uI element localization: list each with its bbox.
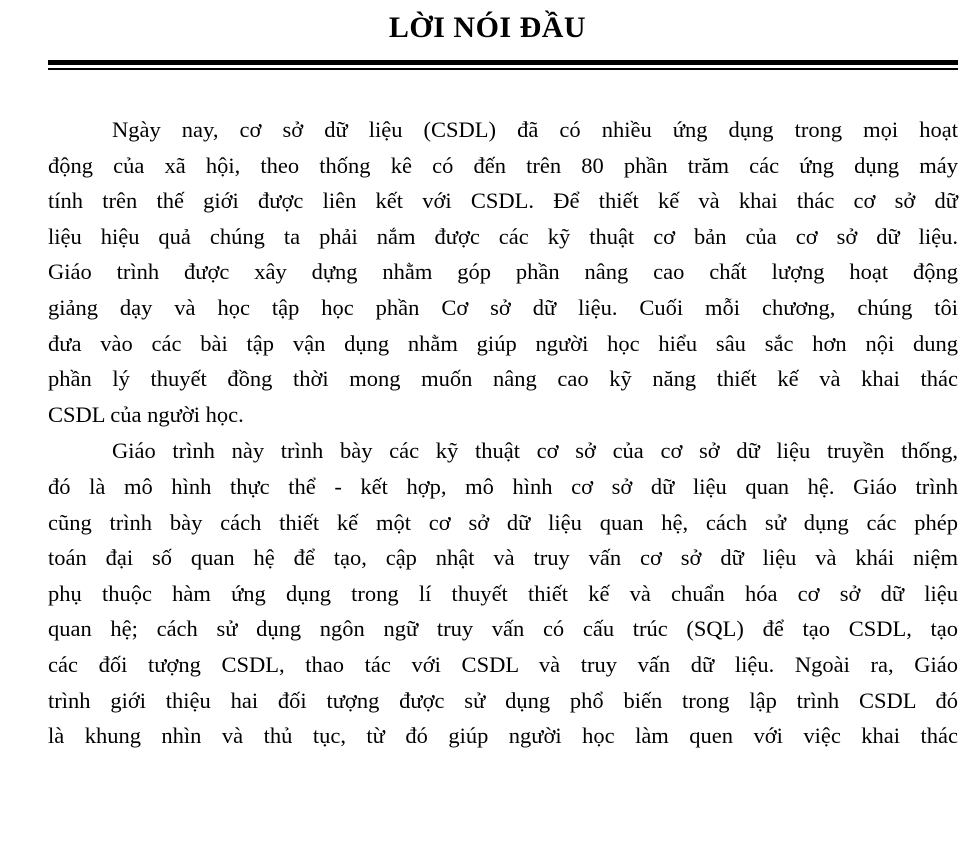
- title-rule-thin: [48, 68, 958, 70]
- text-line: đưa vào các bài tập vận dụng nhằm giúp người học hiểu sâu sắc hơn nội dung: [48, 330, 958, 356]
- text-line: các đối tượng CSDL, thao tác với CSDL và truy vấn dữ liệu. Ngoài ra, Giáo: [48, 651, 958, 677]
- text-line: phần lý thuyết đồng thời mong muốn nâng cao kỹ năng thiết kế và khai thác: [48, 366, 958, 392]
- text-line: tính trên thế giới được liên kết với CSDL. Để thiết kế và khai thác cơ sở dữ: [48, 188, 958, 214]
- text-line: cũng trình bày cách thiết kế một cơ sở dữ liệu quan hệ, cách sử dụng các phép: [48, 509, 958, 535]
- body-text: [48, 112, 958, 754]
- text-line: toán đại số quan hệ để tạo, cập nhật và truy vấn cơ sở dữ liệu và khái niệm: [48, 545, 958, 571]
- title-rule-thick: [48, 60, 958, 65]
- text-line: Giáo trình được xây dựng nhằm góp phần nâng cao chất lượng hoạt động: [48, 259, 958, 285]
- paragraph-1: [48, 112, 958, 432]
- text-line: phụ thuộc hàm ứng dụng trong lí thuyết thiết kế và chuẩn hóa cơ sở dữ liệu: [48, 580, 958, 606]
- text-line: động của xã hội, theo thống kê có đến trên 80 phần trăm các ứng dụng máy: [48, 152, 958, 178]
- text-line: CSDL của người học.: [48, 401, 244, 427]
- text-line: quan hệ; cách sử dụng ngôn ngữ truy vấn có cấu trúc (SQL) để tạo CSDL, tạo: [48, 616, 958, 642]
- text-line: trình giới thiệu hai đối tượng được sử dụng phổ biến trong lập trình CSDL đó: [48, 687, 958, 713]
- paragraph-2: [48, 433, 958, 753]
- page-title: LỜI NÓI ĐẦU: [388, 11, 587, 44]
- text-line: là khung nhìn và thủ tục, từ đó giúp người học làm quen với việc khai thác: [48, 723, 958, 749]
- text-line: Giáo trình này trình bày các kỹ thuật cơ sở của cơ sở dữ liệu truyền thống,: [112, 438, 958, 464]
- text-line: Ngày nay, cơ sở dữ liệu (CSDL) đã có nhiều ứng dụng trong mọi hoạt: [112, 117, 958, 142]
- text-line: giảng dạy và học tập học phần Cơ sở dữ liệu. Cuối mỗi chương, chúng tôi: [48, 294, 958, 320]
- text-line: đó là mô hình thực thể - kết hợp, mô hình cơ sở dữ liệu quan hệ. Giáo trình: [48, 473, 958, 499]
- text-line: liệu hiệu quả chúng ta phải nắm được các kỹ thuật cơ bản của cơ sở dữ liệu.: [48, 223, 958, 249]
